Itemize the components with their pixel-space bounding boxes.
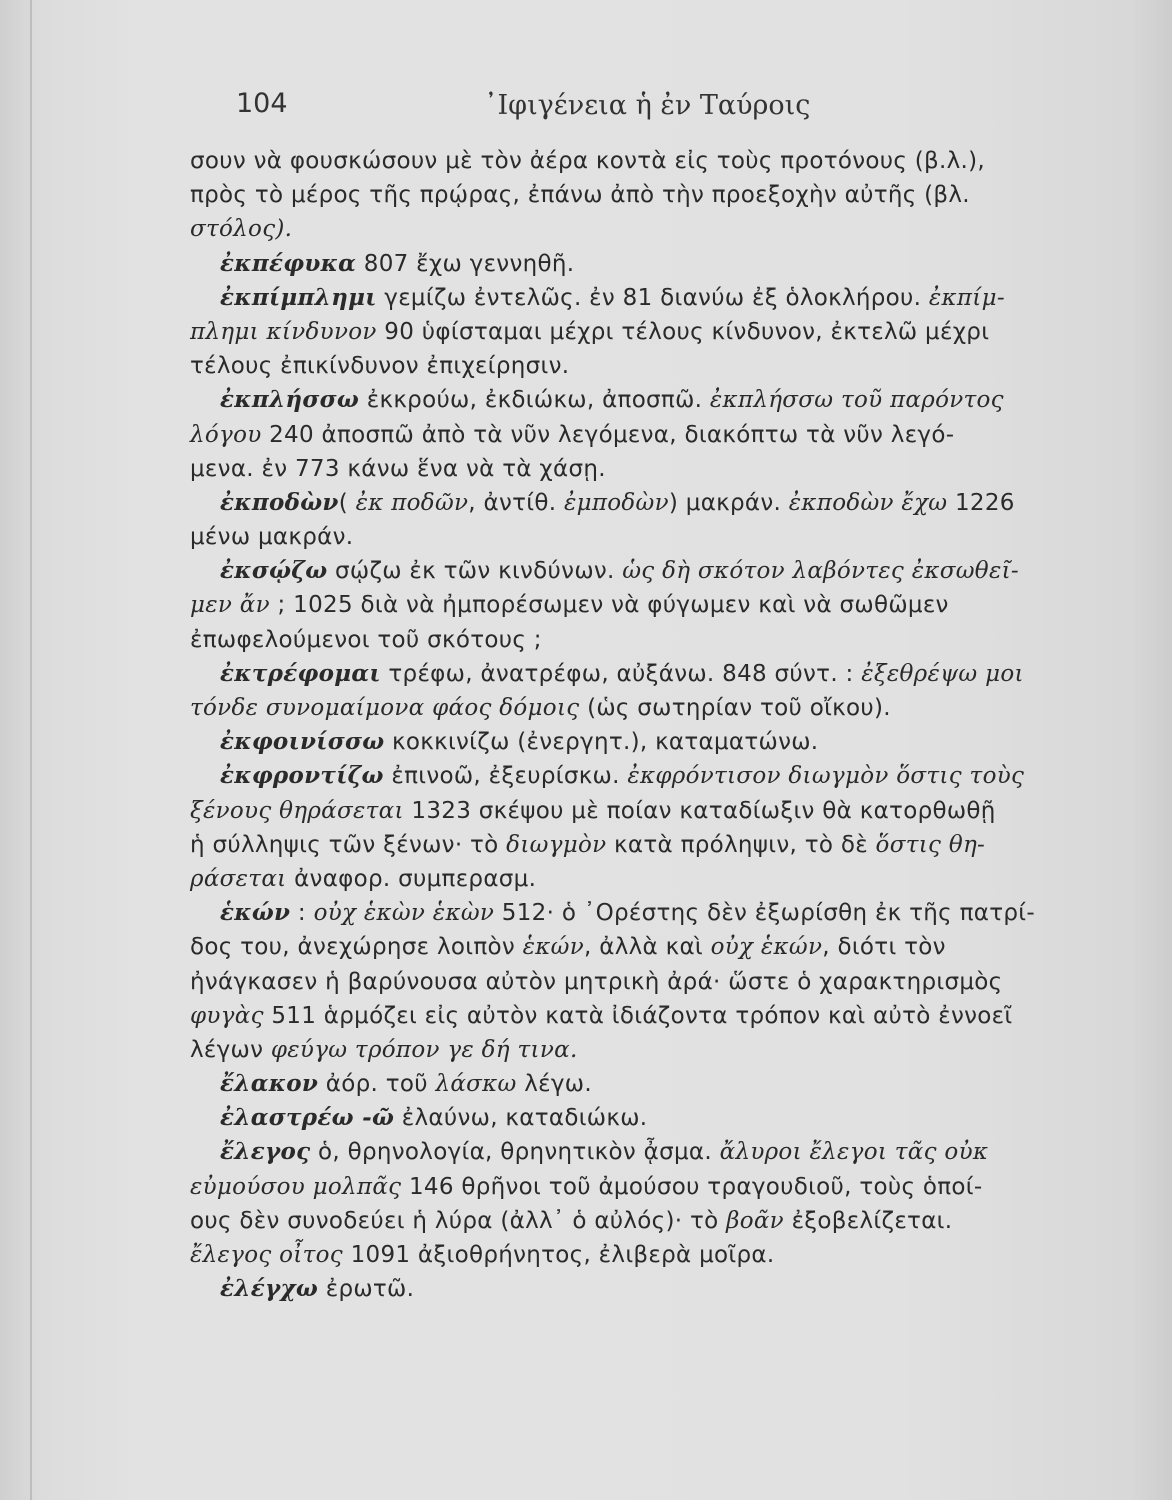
gloss-text: ; 1025 διὰ νὰ ἠμπορέσωμεν νὰ φύγωμεν καὶ νὰ σωθῶμεν (269, 592, 949, 619)
text-line (190, 862, 1140, 896)
gloss-text: κοκκινίζω (ἐνεργητ.), καταματώνω. (384, 729, 819, 756)
page-number: 104 (236, 88, 288, 119)
gloss-text: σῴζω ἐκ τῶν κινδύνων. (327, 558, 623, 585)
text-line (190, 520, 1140, 554)
text-line (190, 930, 1140, 964)
headword: ἐκπίμπλημι (220, 283, 377, 311)
text-line (190, 1135, 1140, 1169)
gloss-text: , ἀντίθ. (468, 489, 564, 516)
text-line (190, 1204, 1140, 1238)
text-line (190, 1170, 1140, 1204)
quotation: ἐξεθρέψω μοι (861, 660, 1024, 687)
quotation: ὅστις θη- (875, 831, 986, 858)
text-line (190, 1067, 1140, 1101)
quotation: βοᾶν (726, 1207, 784, 1234)
quotation: ἐκπίμ- (928, 284, 1005, 311)
quotation: ἔλεγος οἶτος (190, 1242, 343, 1268)
quotation: ξένους θηράσεται (190, 797, 404, 824)
gloss-text: 1226 (947, 489, 1015, 516)
quotation: ἐκποδὼν ἔχω (788, 489, 948, 516)
text-line (190, 1272, 1140, 1306)
text-line (190, 725, 1140, 759)
gloss-text: λέγων (190, 1036, 271, 1063)
gloss-text: 511 ἁρμόζει εἰς αὐτὸν κατὰ ἰδιάζοντα τρόπον καὶ αὐτὸ ἐννοεῖ (263, 1002, 1013, 1029)
headword: ἐκποδὼν (220, 488, 339, 516)
text-line (190, 828, 1140, 862)
quotation: στόλος). (190, 216, 293, 243)
quotation: πλημι κίνδυνον (190, 318, 377, 345)
text-line (190, 1033, 1140, 1067)
headword: ἐκφροντίζω (220, 762, 384, 790)
gloss-text: κατὰ πρόληψιν, τὸ δὲ (606, 831, 876, 858)
text-line (190, 965, 1140, 999)
gloss-text: 1091 ἀξιοθρήνητος, ἐλιβερὰ μοῖρα. (342, 1242, 775, 1268)
gloss-text: ἀναφορ. συμπερασμ. (286, 865, 537, 892)
gloss-text: σουν νὰ φουσκώσουν μὲ τὸν ἀέρα κοντὰ εἰς τοὺς προτόνους (β.λ.), (190, 148, 986, 174)
gloss-text: μένω μακράν. (190, 524, 354, 551)
text-line (190, 588, 1140, 622)
text-line (190, 896, 1140, 930)
gloss-text: τρέφω, ἀνατρέφω, αὐξάνω. 848 σύντ. : (380, 660, 862, 687)
text-line (190, 554, 1140, 588)
text-line (190, 1238, 1140, 1272)
gloss-text: ἐπωφελούμενοι τοῦ σκότους ; (190, 626, 542, 653)
gloss-text: ἐξοβελίζεται. (783, 1207, 953, 1234)
gloss-text: ) μακράν. (668, 489, 789, 516)
headword: ἐκπέφυκα (220, 249, 357, 277)
gloss-text: , διότι τὸν (822, 934, 946, 961)
text-line (190, 212, 1140, 246)
gloss-text: 146 θρῆνοι τοῦ ἀμούσου τραγουδιοῦ, τοὺς ὁποί- (401, 1173, 983, 1200)
quotation: φυγὰς (190, 1002, 264, 1029)
quotation: οὐχ ἑκών (710, 934, 823, 961)
gloss-text: 807 ἔχω γεννηθῆ. (356, 250, 575, 277)
text-line (190, 315, 1140, 349)
quotation: ἐκφρόντισον διωγμὸν ὅστις τοὺς (627, 763, 1025, 790)
quotation: ἐμποδὼν (563, 489, 669, 516)
gloss-text: δος του, ἀνεχώρησε λοιπὸν (190, 934, 523, 961)
quotation: ράσεται (190, 865, 287, 892)
quotation: ἑκών (522, 934, 585, 961)
text-line (190, 144, 1140, 178)
quotation: φεύγω τρόπον γε δή τινα. (270, 1036, 578, 1063)
text-line (190, 247, 1140, 281)
gloss-text: λέγω. (516, 1071, 592, 1098)
quotation: τόνδε συνομαίμονα φάος δόμοις (190, 695, 580, 721)
headword: ἐκπλήσσω (220, 386, 360, 414)
text-line (190, 759, 1140, 793)
quotation: ὡς δὴ σκότον λαβόντες ἐκσωθεῖ- (622, 558, 1019, 585)
quotation: λάσκω (435, 1071, 517, 1098)
headword: ἔλακον (220, 1070, 319, 1098)
headword: ἐλαστρέω -ῶ (220, 1104, 395, 1132)
gloss-text: ους δὲν συνοδεύει ἡ λύρα (ἀλλ᾽ ὁ αὐλός)· τὸ (190, 1207, 727, 1234)
gloss-text: 512· ὁ ᾽Ορέστης δὲν ἐξωρίσθη ἐκ τῆς πατρί- (494, 900, 1035, 927)
text-line (190, 999, 1140, 1033)
quotation: ἐκ ποδῶν (355, 489, 469, 516)
running-title: ᾽Ιφιγένεια ἡ ἐν Ταύροις (484, 90, 811, 121)
gloss-text: ἡ σύλληψις τῶν ξένων· τὸ (190, 831, 507, 858)
gloss-text: , ἀλλὰ καὶ (584, 934, 711, 961)
text-line (190, 794, 1140, 828)
gloss-text: ἀόρ. τοῦ (318, 1071, 436, 1098)
quotation: διωγμὸν (506, 831, 607, 858)
text-line (190, 486, 1140, 520)
text-line (190, 178, 1140, 212)
quotation: ἐκπλήσσω τοῦ παρόντος (709, 387, 1004, 414)
gloss-text: ὁ, θρηνολογία, θρηνητικὸν ᾆσμα. (310, 1139, 720, 1166)
text-line (190, 657, 1140, 691)
headword: ἐλέγχω (220, 1275, 319, 1303)
gloss-text: 90 ὑφίσταμαι μέχρι τέλους κίνδυνον, ἐκτελῶ μέχρι (376, 318, 990, 345)
gloss-text: 240 ἀποσπῶ ἀπὸ τὰ νῦν λεγόμενα, διακόπτω τὰ νῦν λεγό- (261, 421, 955, 448)
gloss-text: τέλους ἐπικίνδυνον ἐπιχείρησιν. (190, 353, 570, 380)
gloss-text: γεμίζω ἐντελῶς. ἐν 81 διανύω ἐξ ὁλοκλήρου. (376, 284, 929, 311)
text-line (190, 1101, 1140, 1135)
headword: ἐκτρέφομαι (220, 659, 381, 687)
gloss-text: : (290, 900, 314, 927)
quotation: λόγου (190, 421, 262, 448)
page-edge (30, 0, 32, 1500)
text-line (190, 418, 1140, 452)
headword: ἔλεγος (220, 1138, 311, 1166)
text-line (190, 281, 1140, 315)
gloss-text: μενα. ἐν 773 κάνω ἕνα νὰ τὰ χάσῃ. (190, 455, 606, 482)
quotation: ἄλυροι ἔλεγοι τᾶς οὐκ (719, 1139, 989, 1166)
gloss-text: 1323 σκέψου μὲ ποίαν καταδίωξιν θὰ κατορθωθῇ (403, 797, 996, 824)
gloss-text: ἐλαύνω, καταδιώκω. (394, 1105, 648, 1132)
gloss-text: ἐρωτῶ. (318, 1276, 415, 1303)
gloss-text: πρὸς τὸ μέρος τῆς πρῴρας, ἐπάνω ἀπὸ τὴν προεξοχὴν αὐτῆς (βλ. (190, 182, 970, 209)
text-line (190, 349, 1140, 383)
headword: ἐκσῴζω (220, 557, 328, 585)
page-header (236, 88, 856, 128)
gloss-text: (ὡς σωτηρίαν τοῦ οἴκου). (579, 695, 891, 721)
quotation: οὐχ ἑκὼν ἑκὼν (313, 900, 495, 927)
text-line (190, 383, 1140, 417)
quotation: εὐμούσου μολπᾶς (190, 1173, 402, 1200)
headword: ἑκών (220, 899, 291, 927)
glossary-text (190, 144, 1140, 1306)
gloss-text: ἠνάγκασεν ἡ βαρύνουσα αὐτὸν μητρικὴ ἀρά· ὥστε ὁ χαρακτηρισμὸς (190, 968, 1003, 995)
text-line (190, 691, 1140, 725)
text-line (190, 623, 1140, 657)
gloss-text: ( (338, 489, 356, 516)
gloss-text: ἐπινοῶ, ἐξευρίσκω. (383, 763, 628, 790)
text-line (190, 452, 1140, 486)
headword: ἐκφοινίσσω (220, 728, 385, 756)
gloss-text: ἐκκρούω, ἐκδιώκω, ἀποσπῶ. (359, 387, 710, 414)
quotation: μεν ἄν (190, 592, 270, 619)
